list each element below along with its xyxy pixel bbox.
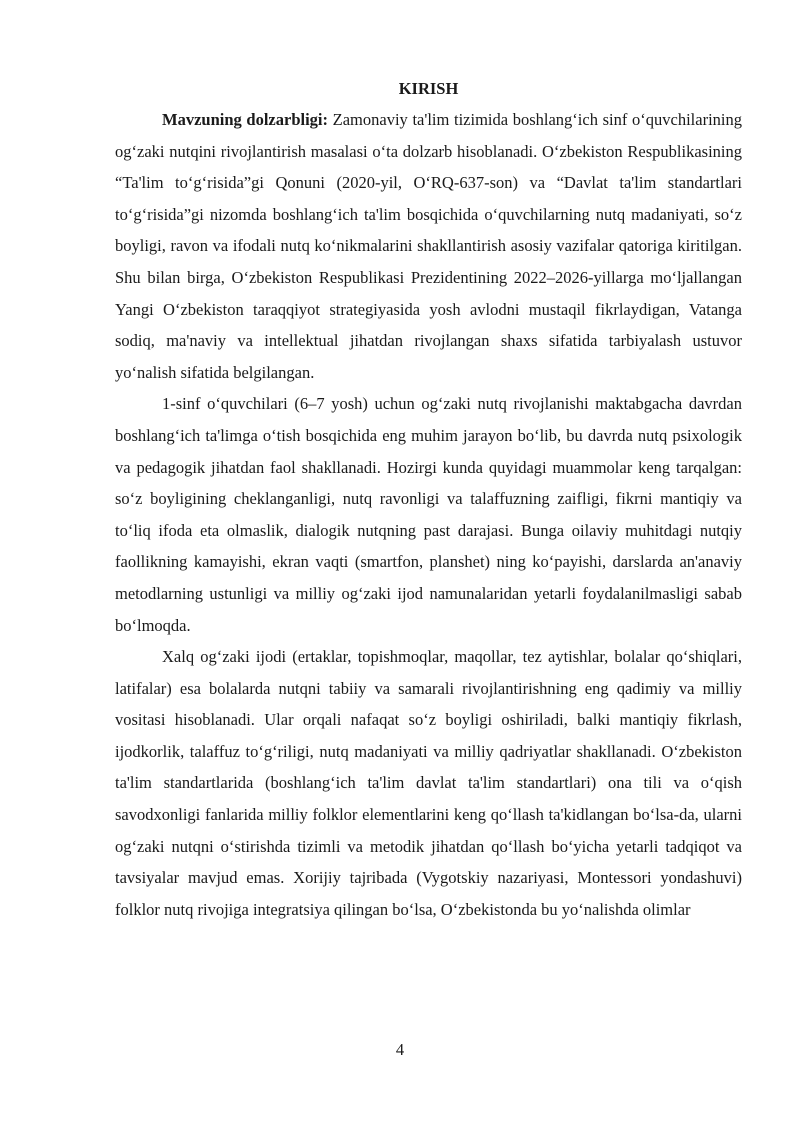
paragraph-lead: Mavzuning dolzarbligi:: [162, 110, 328, 129]
paragraph-text: Zamonaviy ta'lim tizimida boshlangʻich sinf oʻquvchilarining ogʻzaki nutqini rivojlantirish masalasi oʻta dolzarb hisoblanadi. Oʻzbekiston Respublikasining “Ta'lim toʻgʻrisida”gi Qonuni (2020-yil, OʻRQ-637-son) va “Davlat ta'lim standartlari toʻgʻrisida”gi nizomda boshlangʻich ta'lim bosqichida oʻquvchilarning nutq madaniyati, soʻz boyligi, ravon va ifodali nutq koʻnikmalarini shakllantirish asosiy vazifalar qatoriga kiritilgan. Shu bilan birga, Oʻzbekiston Respublikasi Prezidentining 2022–2026-yillarga moʻljallangan Yangi Oʻzbekiston taraqqiyot strategiyasida yosh avlodni mustaqil fikrlaydigan, Vatanga sodiq, ma'naviy va intellektual jihatdan rivojlangan shaxs sifatida tarbiyalash ustuvor yoʻnalish sifatida belgilangan.: [115, 110, 742, 382]
section-heading: KIRISH: [398, 79, 459, 98]
paragraph-relevance: [115, 104, 742, 388]
page-number: 4: [395, 1040, 405, 1059]
paragraph-text: 1-sinf oʻquvchilari (6–7 yosh) uchun ogʻzaki nutq rivojlanishi maktabgacha davrdan boshlangʻich ta'limga oʻtish bosqichida eng muhim jarayon boʻlib, bu davrda nutq psixologik va pedagogik jihatdan faol shakllanadi. Hozirgi kunda quyidagi muammolar keng tarqalgan: soʻz boyligining cheklanganligi, nutq ravonligi va talaffuzning zaifligi, fikrni mantiqiy va toʻliq ifoda eta olmaslik, dialogik nutqning past darajasi. Bunga oilaviy muhitdagi nutqiy faollikning kamayishi, ekran vaqti (smartfon, planshet) ning koʻpayishi, darslarda an'anaviy metodlarning ustunligi va milliy ogʻzaki ijod namunalaridan yetarli foydalanilmasligi sabab boʻlmoqda.: [115, 394, 742, 635]
page-content: [115, 74, 742, 925]
paragraph-text: Xalq ogʻzaki ijodi (ertaklar, topishmoqlar, maqollar, tez aytishlar, bolalar qoʻshiqlari, latifalar) esa bolalarda nutqni tabiiy va samarali rivojlantirishning eng qadimiy va milliy vositasi hisoblanadi. Ular orqali nafaqat soʻz boyligi oshiriladi, balki mantiqiy fikrlash, ijodkorlik, talaffuz toʻgʻriligi, nutq madaniyati va milliy qadriyatlar shakllanadi. Oʻzbekiston ta'lim standartlarida (boshlangʻich ta'lim davlat ta'lim standartlari) ona tili va oʻqish savodxonligi fanlarida milliy folklor elementlarini keng qoʻllash ta'kidlangan boʻlsa-da, ularni ogʻzaki nutqni oʻstirishda tizimli va metodik jihatdan qoʻllash boʻyicha yetarli tadqiqot va tavsiyalar mavjud emas. Xorijiy tajribada (Vygotskiy nazariyasi, Montessori yondashuvi) folklor nutq rivojiga integratsiya qilingan boʻlsa, Oʻzbekistonda bu yoʻnalishda olimlar: [115, 647, 742, 919]
paragraph-first-grade: [115, 388, 742, 641]
paragraph-folklore: [115, 641, 742, 925]
